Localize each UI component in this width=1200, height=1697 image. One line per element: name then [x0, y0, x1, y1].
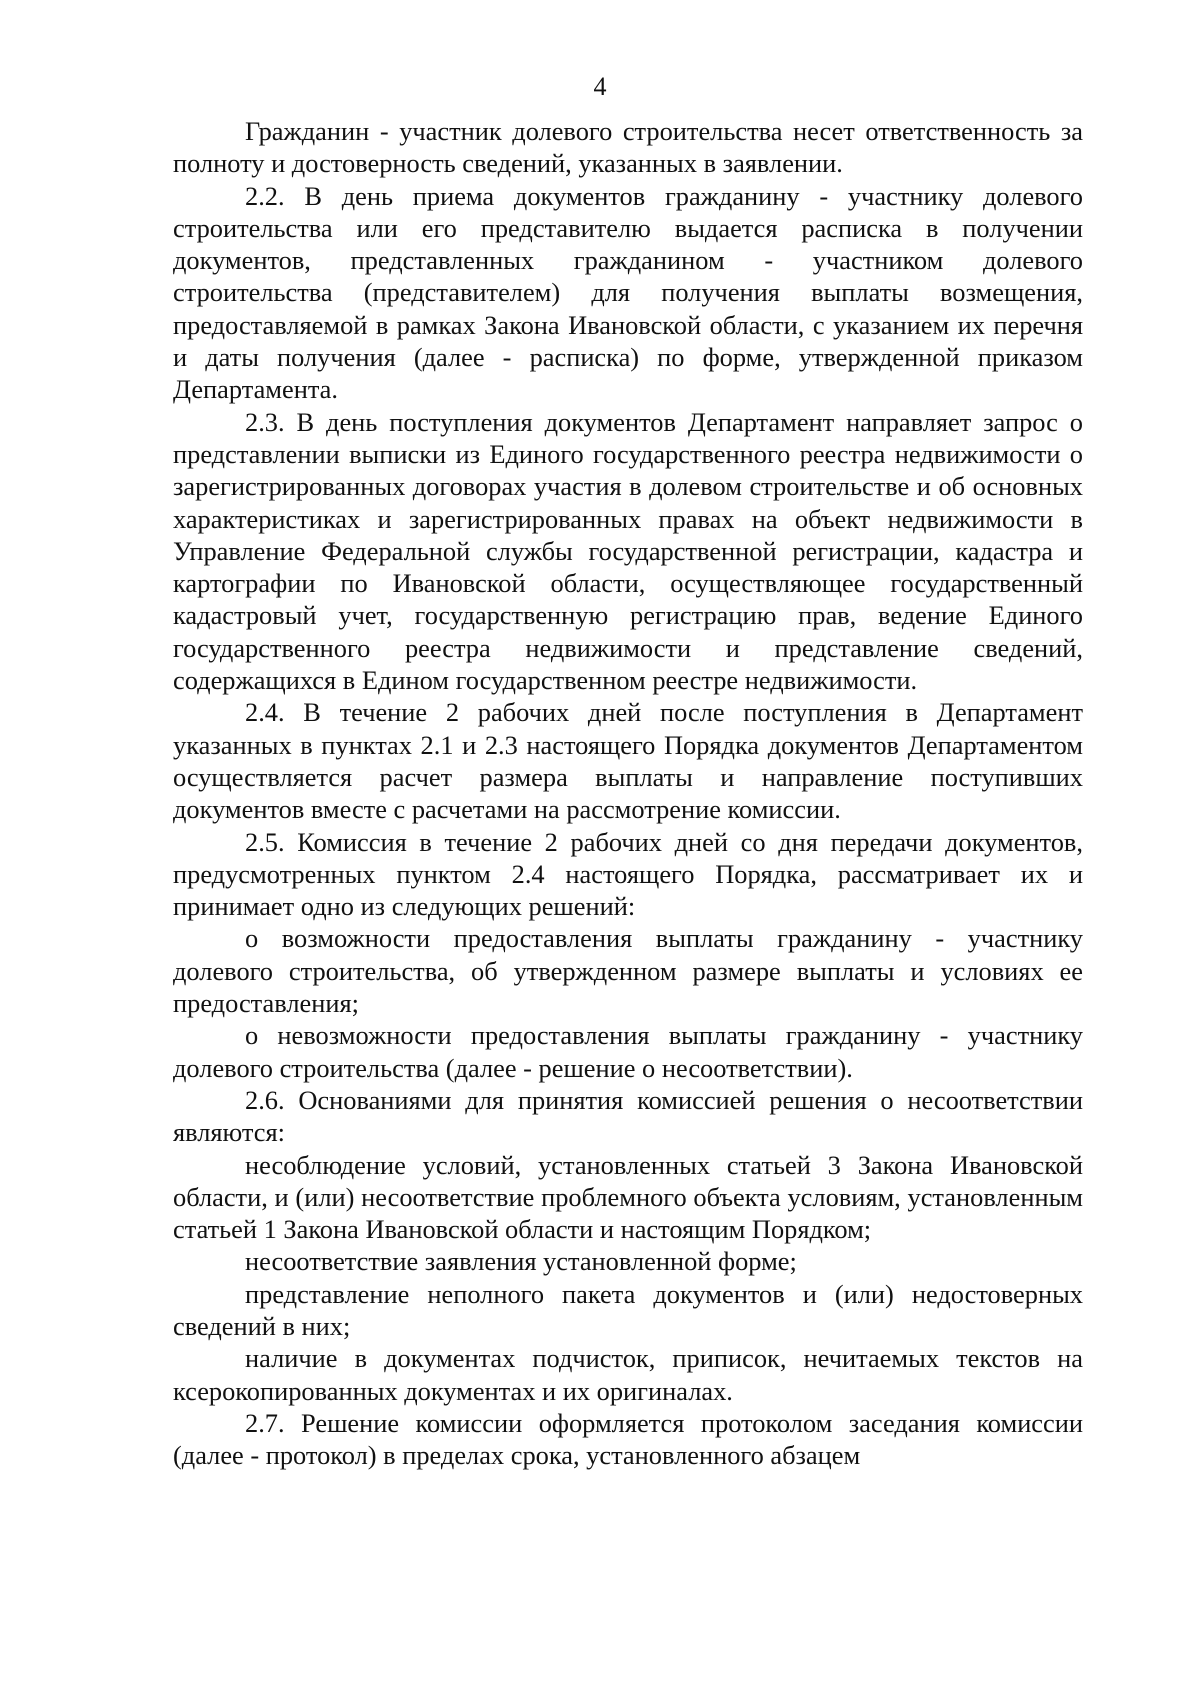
paragraph-2-2: 2.2. В день приема документов гражданину - участнику долевого строительства или его представителю выдается расписка в получении документов, представленных гражданином - участником долевого строительства (представителем) для получения выплаты возмещения, предоставляемой в рамках Закона Ивановской области, с указанием их перечня и даты получения (далее - расписка) по форме, утвержденной приказом Департамента.	[173, 180, 1083, 405]
paragraph-2-3: 2.3. В день поступления документов Департамент направляет запрос о представлении выписки из Единого государственного реестра недвижимости о зарегистрированных договорах участия в долевом строительстве и об основных характеристиках и зарегистрированных правах на объект недвижимости в Управление Федеральной службы государственной регистрации, кадастра и картографии по Ивановской области, осуществляющее государственный кадастровый учет, государственную регистрацию прав, ведение Единого государственного реестра недвижимости и представление сведений, содержащихся в Едином государственном реестре недвижимости.	[173, 406, 1083, 696]
decision-option-possible: о возможности предоставления выплаты гражданину - участнику долевого строительства, об утвержденном размере выплаты и условиях ее предоставления;	[173, 923, 1083, 1019]
ground-corrections: наличие в документах подчисток, приписок, нечитаемых текстов на ксерокопированных документах и их оригиналах.	[173, 1343, 1083, 1406]
ground-form-mismatch: несоответствие заявления установленной форме;	[245, 1246, 797, 1277]
paragraph-citizen-responsibility: Гражданин - участник долевого строительства несет ответственность за полноту и достоверность сведений, указанных в заявлении.	[173, 116, 1083, 179]
ground-incomplete-documents: представление неполного пакета документов и (или) недостоверных сведений в них;	[173, 1278, 1083, 1341]
paragraph-2-4: 2.4. В течение 2 рабочих дней после поступления в Департамент указанных в пунктах 2.1 и 2.3 настоящего Порядка документов Департаментом осуществляется расчет размера выплаты и направление поступивших документов вместе с расчетами на рассмотрение комиссии.	[173, 697, 1083, 825]
paragraph-2-5: 2.5. Комиссия в течение 2 рабочих дней со дня передачи документов, предусмотренных пунктом 2.4 настоящего Порядка, рассматривает их и принимает одно из следующих решений:	[173, 826, 1083, 922]
paragraph-2-7: 2.7. Решение комиссии оформляется протоколом заседания комиссии (далее - протокол) в пределах срока, установленного абзацем	[173, 1407, 1083, 1471]
document-body	[173, 115, 1083, 1471]
decision-option-impossible: о невозможности предоставления выплаты гражданину - участнику долевого строительства (далее - решение о несоответствии).	[173, 1020, 1083, 1083]
paragraph-2-6: 2.6. Основаниями для принятия комиссией решения о несоответствии являются:	[173, 1084, 1083, 1148]
ground-noncompliance-conditions: несоблюдение условий, установленных статьей 3 Закона Ивановской области, и (или) несоответствие проблемного объекта условиям, установленным статьей 1 Закона Ивановской области и настоящим Порядком;	[173, 1149, 1083, 1245]
page-number: 4	[593, 72, 607, 101]
